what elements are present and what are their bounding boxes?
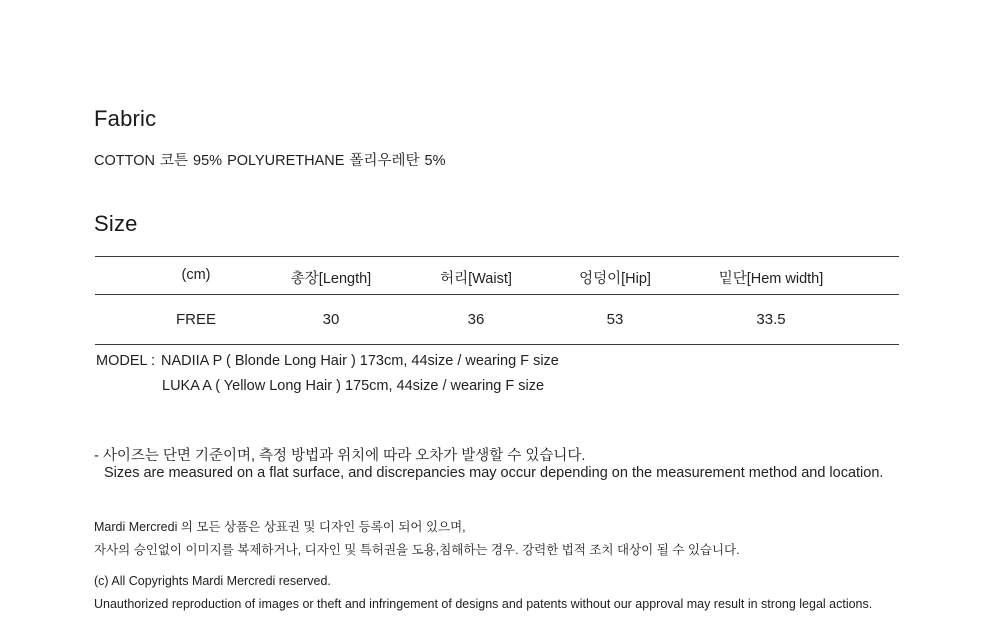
header-hem-width: 밑단[Hem width]	[718, 271, 824, 287]
cell-length: 30	[322, 311, 340, 328]
measurement-note-korean: - 사이즈는 단면 기준이며, 측정 방법과 위치에 따라 오차가 발생할 수 있습니다.	[94, 448, 586, 464]
model-entry-1: NADIIA P ( Blonde Long Hair ) 173cm, 44size / wearing F size	[161, 353, 559, 369]
cell-hem-width: 33.5	[756, 311, 786, 328]
header-unit: (cm)	[181, 267, 211, 283]
model-entry-2: LUKA A ( Yellow Long Hair ) 175cm, 44size / wearing F size	[162, 378, 545, 394]
table-header-rule	[95, 294, 899, 295]
table-bottom-rule	[95, 344, 899, 345]
cell-size-name: FREE	[175, 311, 217, 328]
legal-notice-line-1: Mardi Mercredi 의 모든 상품은 상표권 및 디자인 등록이 되어 있으며,	[94, 520, 466, 534]
fabric-heading: Fabric	[94, 106, 157, 131]
size-heading: Size	[94, 211, 138, 236]
header-hip: 엉덩이[Hip]	[579, 271, 651, 287]
table-top-rule	[95, 256, 899, 257]
header-length: 총장[Length]	[290, 271, 372, 287]
legal-notice-line-2: 자사의 승인없이 이미지를 복제하거나, 디자인 및 특허권을 도용,침해하는 경우. 강력한 법적 조치 대상이 될 수 있습니다.	[94, 543, 740, 557]
cell-hip: 53	[606, 311, 624, 328]
model-label: MODEL :	[96, 353, 156, 369]
measurement-note-english: Sizes are measured on a flat surface, and discrepancies may occur depending on the measurement method and location.	[104, 465, 884, 481]
header-waist: 허리[Waist]	[440, 271, 512, 287]
copyright-line-1: (c) All Copyrights Mardi Mercredi reserved.	[94, 574, 331, 588]
copyright-line-2: Unauthorized reproduction of images or theft and infringement of designs and patents without our approval may result in strong legal actions.	[94, 597, 873, 611]
fabric-composition: COTTON 코튼 95% POLYURETHANE 폴리우레탄 5%	[94, 153, 446, 169]
cell-waist: 36	[467, 311, 485, 328]
